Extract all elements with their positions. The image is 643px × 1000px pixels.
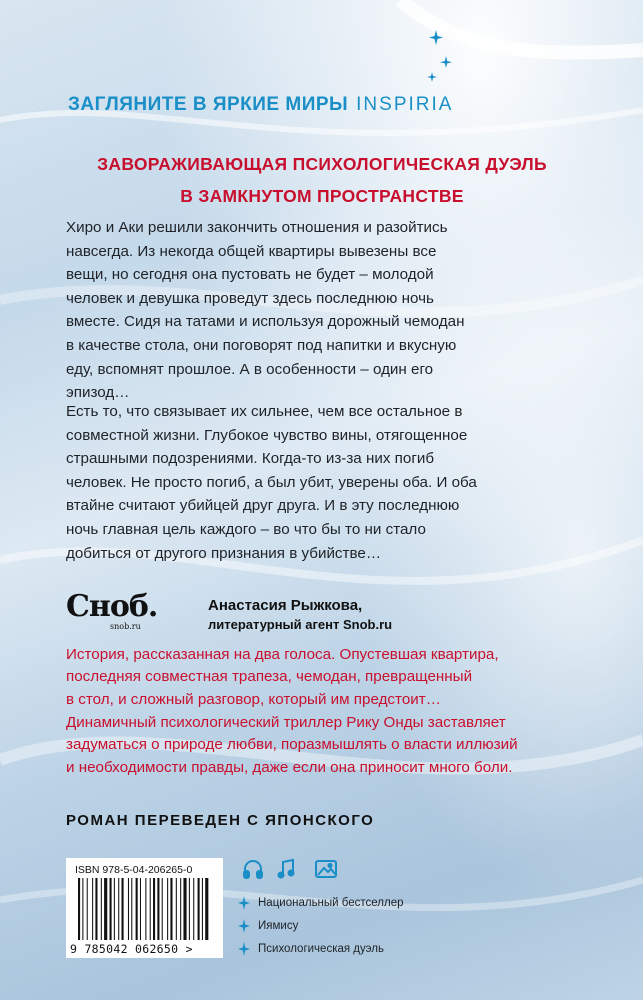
barcode-bar xyxy=(136,878,138,940)
feature-label: Национальный бестселлер xyxy=(258,897,404,909)
barcode-bar xyxy=(95,878,97,940)
barcode-bar xyxy=(122,878,124,940)
snob-logo-url: snob.ru xyxy=(110,622,141,631)
image-icon xyxy=(314,858,338,885)
series-banner xyxy=(68,94,588,116)
review-quote-1 xyxy=(66,644,586,711)
text-line: навсегда. Из некогда общей квартиры вывезены все xyxy=(66,242,437,260)
barcode-bar xyxy=(87,878,88,940)
feature-label: Психологическая дуэль xyxy=(258,943,384,955)
sparkle-bullet-icon xyxy=(238,896,250,910)
review-quote-2 xyxy=(66,712,586,779)
barcode-bar xyxy=(157,878,159,940)
review-header xyxy=(66,589,586,637)
text-line: втайне считают убийцей друг друга. И в эту последнюю xyxy=(66,497,460,515)
text-line: еду, вспомнят прошлое. А в особенности – один его xyxy=(66,360,434,378)
headline-line-1: ЗАВОРАЖИВАЮЩАЯ ПСИХОЛОГИЧЕСКАЯ ДУЭЛЬ xyxy=(97,154,547,174)
barcode-bar xyxy=(202,878,203,940)
text-line: История, рассказанная на два голоса. Опустевшая квартира, xyxy=(66,646,499,663)
list-item xyxy=(238,942,404,965)
text-line: вместе. Сидя на татами и используя дорожный чемодан xyxy=(66,313,465,331)
list-item xyxy=(238,896,404,919)
sparkle-bullet-icon xyxy=(238,942,250,956)
barcode-bar xyxy=(92,878,93,940)
text-line: добиться от другого признания в убийстве… xyxy=(66,544,382,562)
barcode-bar xyxy=(198,878,200,940)
barcode-bar xyxy=(176,878,177,940)
barcode-bar xyxy=(128,878,129,940)
series-brand: INSPIRIA xyxy=(356,94,454,115)
text-line: совместной жизни. Глубокое чувство вины, отягощенное xyxy=(66,426,468,444)
barcode-bar xyxy=(145,878,146,940)
series-label: ЗАГЛЯНИТЕ В ЯРКИЕ МИРЫ xyxy=(68,94,349,115)
barcode xyxy=(66,858,223,958)
feature-label: Иямису xyxy=(258,920,299,932)
barcode-bar xyxy=(82,878,83,940)
barcode-bar xyxy=(118,878,119,940)
barcode-bar xyxy=(189,878,190,940)
barcode-bar xyxy=(162,878,163,940)
sparkle-bullet-icon xyxy=(238,919,250,933)
text-line: ночь главная цель каждого – во что бы то ни стало xyxy=(66,520,426,538)
text-line: эпизод… xyxy=(66,384,130,402)
text-line: задуматься о природе любви, поразмышлять о власти иллюзий xyxy=(66,736,518,754)
description-paragraph-1 xyxy=(66,216,586,405)
text-line: Хиро и Аки решили закончить отношения и разойтись xyxy=(66,219,448,236)
reviewer-role: литературный агент Snob.ru xyxy=(208,617,393,632)
list-item xyxy=(238,919,404,942)
text-line: и необходимости правды, даже если она приносит много боли. xyxy=(66,758,513,776)
barcode-bar xyxy=(205,878,208,940)
text-line: человек и девушка проведут здесь последнюю ночь xyxy=(66,289,434,307)
barcode-bar xyxy=(78,878,80,940)
text-line: Есть то, что связывает их сильнее, чем все остальное в xyxy=(66,403,463,420)
music-note-icon xyxy=(276,858,298,885)
description-paragraph-2 xyxy=(66,400,586,565)
text-line: в качестве стола, они поговорят под напитки и вкусную xyxy=(66,336,457,354)
text-line: Динамичный психологический триллер Рику Онды заставляет xyxy=(66,714,506,731)
barcode-bar xyxy=(114,878,115,940)
barcode-bar xyxy=(101,878,102,940)
isbn-label: ISBN 978-5-04-206265-0 xyxy=(75,864,193,876)
barcode-bar xyxy=(150,878,151,940)
text-line: последняя совместная трапеза, чемодан, превращенный xyxy=(66,668,473,686)
barcode-bar xyxy=(131,878,132,940)
barcode-bar xyxy=(110,878,112,940)
barcode-bars xyxy=(78,878,212,940)
headphones-icon xyxy=(242,858,264,885)
reviewer-name: Анастасия Рыжкова, xyxy=(208,597,363,614)
text-line: в стол, и сложный разговор, который им предстоит… xyxy=(66,690,441,708)
barcode-bar xyxy=(167,878,168,940)
headline-line-2: В ЗАМКНУТОМ ПРОСТРАНСТВЕ xyxy=(180,186,464,206)
barcode-bar xyxy=(104,878,107,940)
barcode-bar xyxy=(180,878,181,940)
barcode-bar xyxy=(193,878,194,940)
barcode-bar xyxy=(153,878,155,940)
sparkle-icon xyxy=(422,30,462,90)
barcode-number: 9 785042 062650 > xyxy=(70,942,193,956)
translation-note: РОМАН ПЕРЕВЕДЕН С ЯПОНСКОГО xyxy=(66,812,375,829)
text-line: вещи, но сегодня она пустовать не будет – молодой xyxy=(66,266,434,284)
feature-list xyxy=(238,896,404,965)
text-line: страшными подозрениями. Когда-то из-за них погиб xyxy=(66,450,435,468)
barcode-bar xyxy=(140,878,141,940)
snob-logo: Сноб. xyxy=(66,589,158,624)
barcode-bar xyxy=(183,878,186,940)
barcode-bar xyxy=(170,878,172,940)
headline xyxy=(62,148,582,212)
text-line: человек. Не просто погиб, а был убит, уверены оба. И оба xyxy=(66,473,477,491)
